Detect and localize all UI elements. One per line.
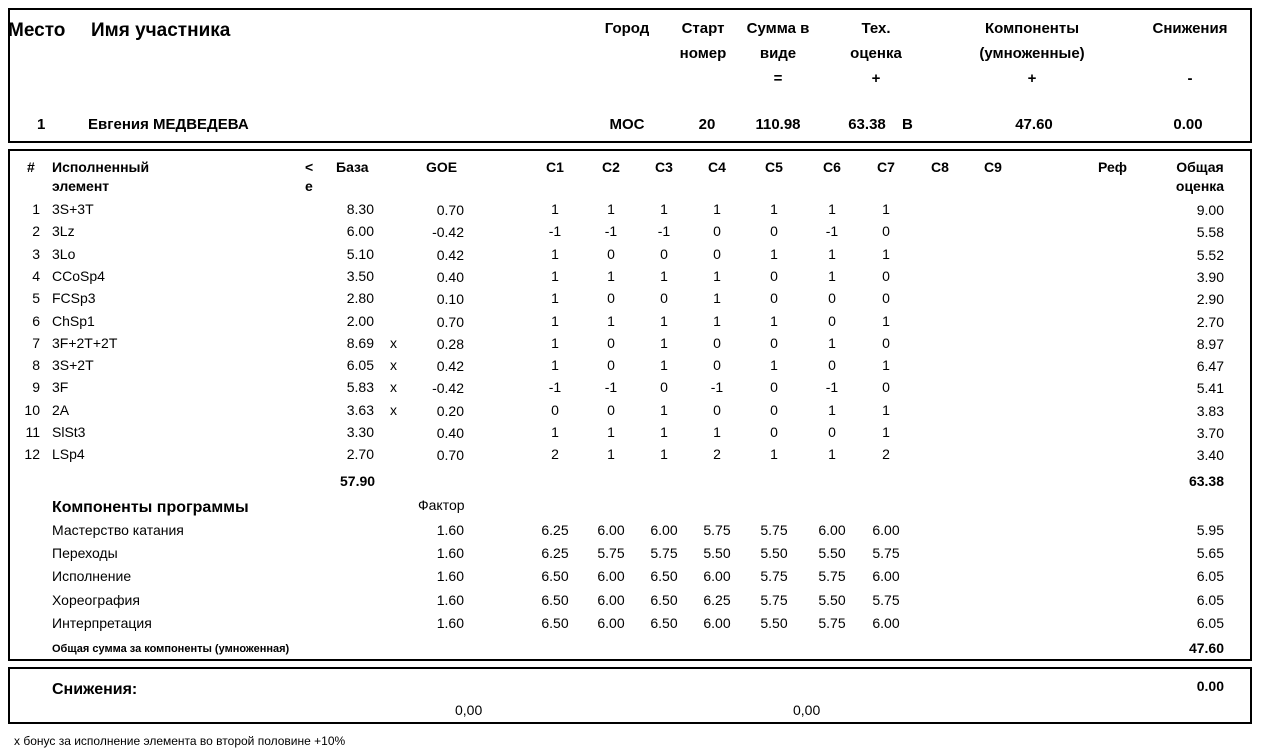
- skater-components: 47.60: [1015, 116, 1053, 133]
- col-score-label: Общая оценка: [1175, 159, 1225, 194]
- element-judge-score: 1: [660, 402, 668, 418]
- element-judge-score: 1: [828, 246, 836, 262]
- component-judge-score: 6.25: [703, 592, 731, 608]
- element-judge-score: 0: [713, 335, 721, 351]
- footnote: x бонус за исполнение элемента во второй половине +10%: [14, 734, 346, 748]
- component-judge-score: 6.00: [872, 568, 900, 584]
- element-judge-score: 1: [828, 268, 836, 284]
- component-judge-score: 6.00: [703, 568, 731, 584]
- element-goe: -0.42: [432, 380, 464, 396]
- element-num: 4: [32, 268, 40, 284]
- element-judge-score: 1: [607, 201, 615, 217]
- element-base: 2.70: [346, 446, 374, 462]
- element-base: 5.10: [346, 246, 374, 262]
- element-code: SlSt3: [52, 424, 86, 440]
- element-judge-score: 0: [882, 379, 890, 395]
- element-judge-score: 1: [607, 268, 615, 284]
- element-judge-score: -1: [825, 223, 839, 239]
- element-base: 8.69: [346, 335, 374, 351]
- element-judge-score: 1: [882, 424, 890, 440]
- element-code: 2A: [52, 402, 70, 418]
- element-score: 3.70: [1196, 425, 1224, 441]
- component-judge-score: 5.75: [818, 568, 846, 584]
- element-judge-score: 1: [551, 357, 559, 373]
- element-judge-score: 0: [551, 402, 559, 418]
- element-goe: 0.10: [436, 291, 464, 307]
- components-total-label: Общая сумма за компоненты (умноженная): [52, 643, 290, 655]
- element-judge-score: 1: [660, 357, 668, 373]
- element-goe: 0.40: [436, 269, 464, 285]
- judge-header-8: C8: [931, 159, 949, 175]
- component-judge-score: 6.50: [541, 592, 569, 608]
- element-judge-score: 0: [607, 357, 615, 373]
- component-judge-score: 5.75: [872, 545, 900, 561]
- col-goe-label: GOE: [426, 159, 458, 175]
- element-judge-score: 1: [828, 335, 836, 351]
- judge-header-1: C1: [546, 159, 564, 175]
- component-name: Хореография: [52, 592, 140, 608]
- element-judge-score: 1: [551, 268, 559, 284]
- skater-city: MOC: [609, 116, 645, 133]
- element-num: 8: [32, 357, 40, 373]
- component-judge-score: 5.75: [760, 568, 788, 584]
- deductions-value-1: 0,00: [455, 702, 483, 718]
- element-judge-score: -1: [657, 223, 671, 239]
- place-label: Место: [8, 20, 66, 41]
- element-goe: 0.40: [436, 425, 464, 441]
- element-judge-score: 1: [607, 446, 615, 462]
- element-score: 8.97: [1196, 336, 1224, 352]
- element-code: CCoSp4: [52, 268, 105, 284]
- component-judge-score: 6.50: [650, 568, 678, 584]
- element-code: 3F+2T+2T: [52, 335, 118, 351]
- element-judge-score: 1: [660, 335, 668, 351]
- element-judge-score: 1: [660, 424, 668, 440]
- component-judge-score: 5.75: [818, 615, 846, 631]
- component-judge-score: 6.50: [541, 568, 569, 584]
- element-judge-score: 0: [770, 268, 778, 284]
- element-num: 7: [32, 335, 40, 351]
- component-judge-score: 6.50: [541, 615, 569, 631]
- element-judge-score: 0: [713, 223, 721, 239]
- component-judge-score: 6.00: [650, 522, 678, 538]
- element-code: LSp4: [52, 446, 85, 462]
- element-judge-score: 1: [713, 313, 721, 329]
- element-judge-score: 0: [607, 335, 615, 351]
- judge-header-7: C7: [877, 159, 895, 175]
- element-judge-score: -1: [548, 379, 562, 395]
- element-base: 2.00: [346, 313, 374, 329]
- judge-header-9: C9: [984, 159, 1002, 175]
- judge-header-2: C2: [602, 159, 620, 175]
- judge-header-3: C3: [655, 159, 673, 175]
- skater-tech: 63.38: [848, 116, 886, 133]
- element-judge-score: 0: [770, 335, 778, 351]
- start-label: Старт номер: [679, 20, 727, 62]
- component-score: 6.05: [1196, 592, 1224, 608]
- comp-label: Компоненты (умноженные) +: [979, 20, 1085, 87]
- component-judge-score: 6.25: [541, 522, 569, 538]
- element-num: 10: [24, 402, 40, 418]
- skater-tech-flag: B: [902, 116, 913, 133]
- element-code: 3Lo: [52, 246, 76, 262]
- component-score: 6.05: [1196, 568, 1224, 584]
- judge-header-5: C5: [765, 159, 783, 175]
- element-code: FCSp3: [52, 290, 96, 306]
- element-judge-score: 1: [713, 201, 721, 217]
- element-judge-score: 1: [770, 357, 778, 373]
- element-score: 3.90: [1196, 269, 1224, 285]
- component-judge-score: 5.75: [760, 592, 788, 608]
- col-element-label: Исполненный элемент: [52, 159, 150, 194]
- element-judge-score: 0: [713, 246, 721, 262]
- element-goe: 0.20: [436, 403, 464, 419]
- component-name: Мастерство катания: [52, 522, 184, 538]
- element-judge-score: 1: [660, 268, 668, 284]
- element-judge-score: 0: [882, 335, 890, 351]
- components-total: 47.60: [1188, 640, 1224, 656]
- element-judge-score: 1: [660, 313, 668, 329]
- element-judge-score: 0: [770, 223, 778, 239]
- element-base: 3.50: [346, 268, 374, 284]
- judge-header-6: C6: [823, 159, 841, 175]
- element-base: 3.63: [346, 402, 374, 418]
- element-bonus-mark: x: [390, 379, 397, 395]
- components-title: Компоненты программы: [52, 499, 249, 516]
- element-judge-score: 0: [882, 268, 890, 284]
- element-judge-score: 1: [551, 313, 559, 329]
- component-factor: 1.60: [436, 592, 464, 608]
- skater-total: 110.98: [755, 116, 801, 133]
- component-name: Интерпретация: [52, 615, 152, 631]
- element-num: 2: [32, 223, 40, 239]
- element-judge-score: 0: [607, 246, 615, 262]
- element-bonus-mark: x: [390, 335, 397, 351]
- component-judge-score: 5.50: [760, 545, 788, 561]
- element-score: 5.52: [1196, 247, 1224, 263]
- element-judge-score: 1: [551, 335, 559, 351]
- element-num: 12: [24, 446, 40, 462]
- element-num: 1: [32, 201, 40, 217]
- element-judge-score: 0: [770, 402, 778, 418]
- judge-header-4: C4: [708, 159, 726, 175]
- component-judge-score: 5.50: [818, 545, 846, 561]
- component-name: Переходы: [52, 545, 118, 561]
- element-judge-score: 1: [551, 290, 559, 306]
- component-judge-score: 6.50: [650, 592, 678, 608]
- element-goe: 0.28: [436, 336, 464, 352]
- component-score: 6.05: [1196, 615, 1224, 631]
- element-goe: 0.70: [436, 202, 464, 218]
- component-judge-score: 5.75: [597, 545, 625, 561]
- element-judge-score: 0: [770, 424, 778, 440]
- element-judge-score: -1: [604, 223, 618, 239]
- element-code: 3F: [52, 379, 69, 395]
- skater-place: 1: [37, 116, 46, 133]
- element-judge-score: 0: [882, 223, 890, 239]
- element-judge-score: 0: [713, 357, 721, 373]
- element-score: 3.40: [1196, 447, 1224, 463]
- element-num: 9: [32, 379, 40, 395]
- col-num-label: #: [27, 159, 35, 175]
- deductions-box: [8, 667, 1252, 724]
- component-judge-score: 5.75: [650, 545, 678, 561]
- element-score: 2.90: [1196, 291, 1224, 307]
- element-judge-score: 1: [882, 313, 890, 329]
- component-factor: 1.60: [436, 568, 464, 584]
- component-judge-score: 6.00: [703, 615, 731, 631]
- element-judge-score: 0: [660, 246, 668, 262]
- element-judge-score: 1: [770, 313, 778, 329]
- base-total: 57.90: [340, 473, 376, 489]
- element-goe: 0.42: [436, 247, 464, 263]
- element-goe: 0.70: [436, 447, 464, 463]
- element-code: 3Lz: [52, 223, 75, 239]
- element-judge-score: 1: [770, 201, 778, 217]
- component-judge-score: 5.50: [760, 615, 788, 631]
- element-judge-score: 0: [828, 313, 836, 329]
- element-judge-score: 0: [660, 379, 668, 395]
- col-info-label: < e: [305, 159, 314, 194]
- element-judge-score: 0: [828, 290, 836, 306]
- element-judge-score: 1: [828, 402, 836, 418]
- component-factor: 1.60: [436, 545, 464, 561]
- element-judge-score: 1: [607, 313, 615, 329]
- element-goe: -0.42: [432, 224, 464, 240]
- element-base: 6.00: [346, 223, 374, 239]
- component-judge-score: 5.75: [760, 522, 788, 538]
- element-judge-score: -1: [825, 379, 839, 395]
- element-score: 6.47: [1196, 358, 1224, 374]
- element-judge-score: 1: [660, 201, 668, 217]
- element-judge-score: 0: [882, 290, 890, 306]
- element-code: 3S+2T: [52, 357, 94, 373]
- element-score: 5.58: [1196, 224, 1224, 240]
- component-judge-score: 6.00: [597, 615, 625, 631]
- component-score: 5.95: [1196, 522, 1224, 538]
- element-judge-score: 1: [828, 446, 836, 462]
- element-judge-score: 1: [713, 290, 721, 306]
- component-judge-score: 6.00: [818, 522, 846, 538]
- component-judge-score: 5.75: [872, 592, 900, 608]
- component-judge-score: 5.50: [703, 545, 731, 561]
- element-score: 5.41: [1196, 380, 1224, 396]
- component-judge-score: 6.50: [650, 615, 678, 631]
- element-judge-score: -1: [604, 379, 618, 395]
- element-num: 5: [32, 290, 40, 306]
- element-base: 6.05: [346, 357, 374, 373]
- element-judge-score: 2: [551, 446, 559, 462]
- element-judge-score: 2: [882, 446, 890, 462]
- component-score: 5.65: [1196, 545, 1224, 561]
- col-base-label: База: [336, 159, 369, 175]
- component-judge-score: 5.50: [818, 592, 846, 608]
- element-score: 2.70: [1196, 314, 1224, 330]
- element-judge-score: 1: [713, 268, 721, 284]
- deductions-title: Снижения:: [52, 681, 138, 698]
- component-judge-score: 6.00: [872, 615, 900, 631]
- col-ref-label: Реф: [1098, 159, 1128, 175]
- element-judge-score: 1: [713, 424, 721, 440]
- sum-label: Сумма в виде =: [746, 20, 810, 87]
- element-judge-score: 1: [828, 201, 836, 217]
- element-judge-score: 0: [828, 424, 836, 440]
- element-judge-score: 1: [607, 424, 615, 440]
- element-judge-score: 1: [551, 246, 559, 262]
- component-judge-score: 6.25: [541, 545, 569, 561]
- element-bonus-mark: x: [390, 402, 397, 418]
- city-label: Город: [604, 20, 650, 37]
- element-goe: 0.42: [436, 358, 464, 374]
- elements-total: 63.38: [1188, 473, 1224, 489]
- element-judge-score: 2: [713, 446, 721, 462]
- ded-label: Снижения -: [1152, 20, 1228, 87]
- component-judge-score: 6.00: [597, 522, 625, 538]
- component-judge-score: 6.00: [872, 522, 900, 538]
- deductions-total: 0.00: [1196, 678, 1224, 694]
- element-base: 3.30: [346, 424, 374, 440]
- component-name: Исполнение: [52, 568, 132, 584]
- component-factor: 1.60: [436, 522, 464, 538]
- element-judge-score: 1: [551, 424, 559, 440]
- element-judge-score: 0: [713, 402, 721, 418]
- skater-deductions: 0.00: [1173, 116, 1203, 133]
- element-judge-score: 1: [882, 402, 890, 418]
- factor-label: Фактор: [418, 497, 465, 513]
- element-num: 3: [32, 246, 40, 262]
- element-judge-score: 1: [551, 201, 559, 217]
- element-num: 6: [32, 313, 40, 329]
- element-judge-score: 0: [607, 290, 615, 306]
- element-judge-score: 0: [607, 402, 615, 418]
- skater-start: 20: [698, 116, 716, 133]
- element-judge-score: 0: [828, 357, 836, 373]
- component-judge-score: 6.00: [597, 568, 625, 584]
- element-num: 11: [25, 424, 40, 440]
- element-judge-score: 1: [882, 357, 890, 373]
- element-code: ChSp1: [52, 313, 95, 329]
- element-score: 9.00: [1196, 202, 1224, 218]
- element-judge-score: 1: [660, 446, 668, 462]
- element-base: 5.83: [346, 379, 374, 395]
- element-judge-score: 0: [770, 290, 778, 306]
- component-factor: 1.60: [436, 615, 464, 631]
- element-goe: 0.70: [436, 314, 464, 330]
- element-judge-score: 1: [882, 201, 890, 217]
- element-judge-score: 0: [770, 379, 778, 395]
- component-judge-score: 6.00: [597, 592, 625, 608]
- component-judge-score: 5.75: [703, 522, 731, 538]
- name-label: Имя участника: [91, 20, 231, 41]
- element-judge-score: 1: [770, 246, 778, 262]
- element-judge-score: 1: [770, 446, 778, 462]
- deductions-value-2: 0,00: [793, 702, 821, 718]
- skater-name: Евгения МЕДВЕДЕВА: [88, 116, 249, 133]
- element-code: 3S+3T: [52, 201, 94, 217]
- tech-label: Тех. оценка +: [850, 20, 902, 87]
- element-judge-score: 1: [882, 246, 890, 262]
- element-score: 3.83: [1196, 403, 1224, 419]
- element-bonus-mark: x: [390, 357, 397, 373]
- element-judge-score: -1: [548, 223, 562, 239]
- element-judge-score: 0: [660, 290, 668, 306]
- element-base: 2.80: [346, 290, 374, 306]
- element-judge-score: -1: [710, 379, 724, 395]
- element-base: 8.30: [346, 201, 374, 217]
